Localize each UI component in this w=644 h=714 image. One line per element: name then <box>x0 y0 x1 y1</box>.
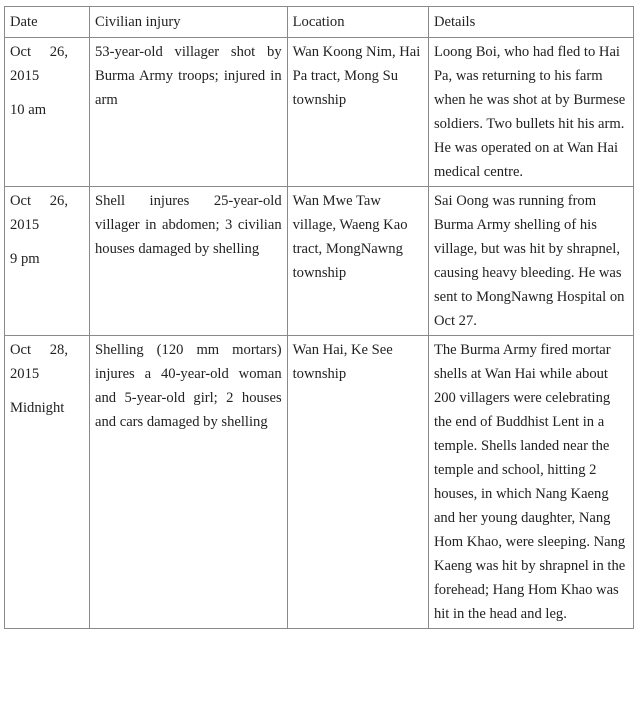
civilian-injury-table <box>4 6 634 629</box>
date-time: Midnight <box>10 400 65 416</box>
date-day: Oct 26, <box>10 193 68 209</box>
date-cell <box>5 187 90 336</box>
header-civilian-injury: Civilian injury <box>90 7 288 38</box>
injury-text: 53-year-old villager shot by Burma Army troops; injured in arm <box>95 44 282 108</box>
location-cell <box>287 38 428 187</box>
injury-text: Shelling (120 mm mortars) injures a 40-year-old woman and 5-year-old girl; 2 houses and cars damaged by shelling <box>95 342 282 430</box>
date-year: 2015 <box>10 217 40 233</box>
location-text: Wan Mwe Taw village, Waeng Kao tract, MongNawng township <box>292 193 408 281</box>
date-cell <box>5 336 90 629</box>
header-location: Location <box>287 7 428 38</box>
date-time: 9 pm <box>10 251 40 267</box>
details-text: Loong Boi, who had fled to Hai Pa, was returning to his farm when he was shot at by Burmese soldiers. Two bullets hit his arm. He was operated on at Wan Hai medical centre. <box>433 44 626 180</box>
location-text: Wan Koong Nim, Hai Pa tract, Mong Su township <box>292 44 421 108</box>
injury-cell <box>90 187 288 336</box>
table-row <box>5 187 634 336</box>
details-text: The Burma Army fired mortar shells at Wan Hai while about 200 villagers were celebrating the end of Buddhist Lent in a temple. Shells landed near the temple and school, hitting 2 houses, in which Nang Kaeng and her young daughter, Nang Hom Khao, were sleeping. Nang Kaeng was hit by shrapnel in the forehead; Hang Hom Khao was hit in the head and leg. <box>433 342 626 622</box>
location-cell <box>287 336 428 629</box>
details-cell <box>428 187 633 336</box>
injury-cell <box>90 336 288 629</box>
injury-text: Shell injures 25-year-old villager in abdomen; 3 civilian houses damaged by shelling <box>95 193 282 257</box>
injury-cell <box>90 38 288 187</box>
date-year: 2015 <box>10 366 40 382</box>
date-day: Oct 28, <box>10 342 68 358</box>
header-date: Date <box>5 7 90 38</box>
date-year: 2015 <box>10 68 40 84</box>
table-header-row <box>5 7 634 38</box>
details-cell <box>428 38 633 187</box>
date-day: Oct 26, <box>10 44 68 60</box>
details-cell <box>428 336 633 629</box>
table-row <box>5 336 634 629</box>
location-text: Wan Hai, Ke See township <box>292 342 393 382</box>
table-row <box>5 38 634 187</box>
details-text: Sai Oong was running from Burma Army shelling of his village, but was hit by shrapnel, causing heavy bleeding. He was sent to MongNawng Hospital on Oct 27. <box>433 193 625 329</box>
date-time: 10 am <box>10 102 47 118</box>
date-cell <box>5 38 90 187</box>
header-details: Details <box>428 7 633 38</box>
location-cell <box>287 187 428 336</box>
